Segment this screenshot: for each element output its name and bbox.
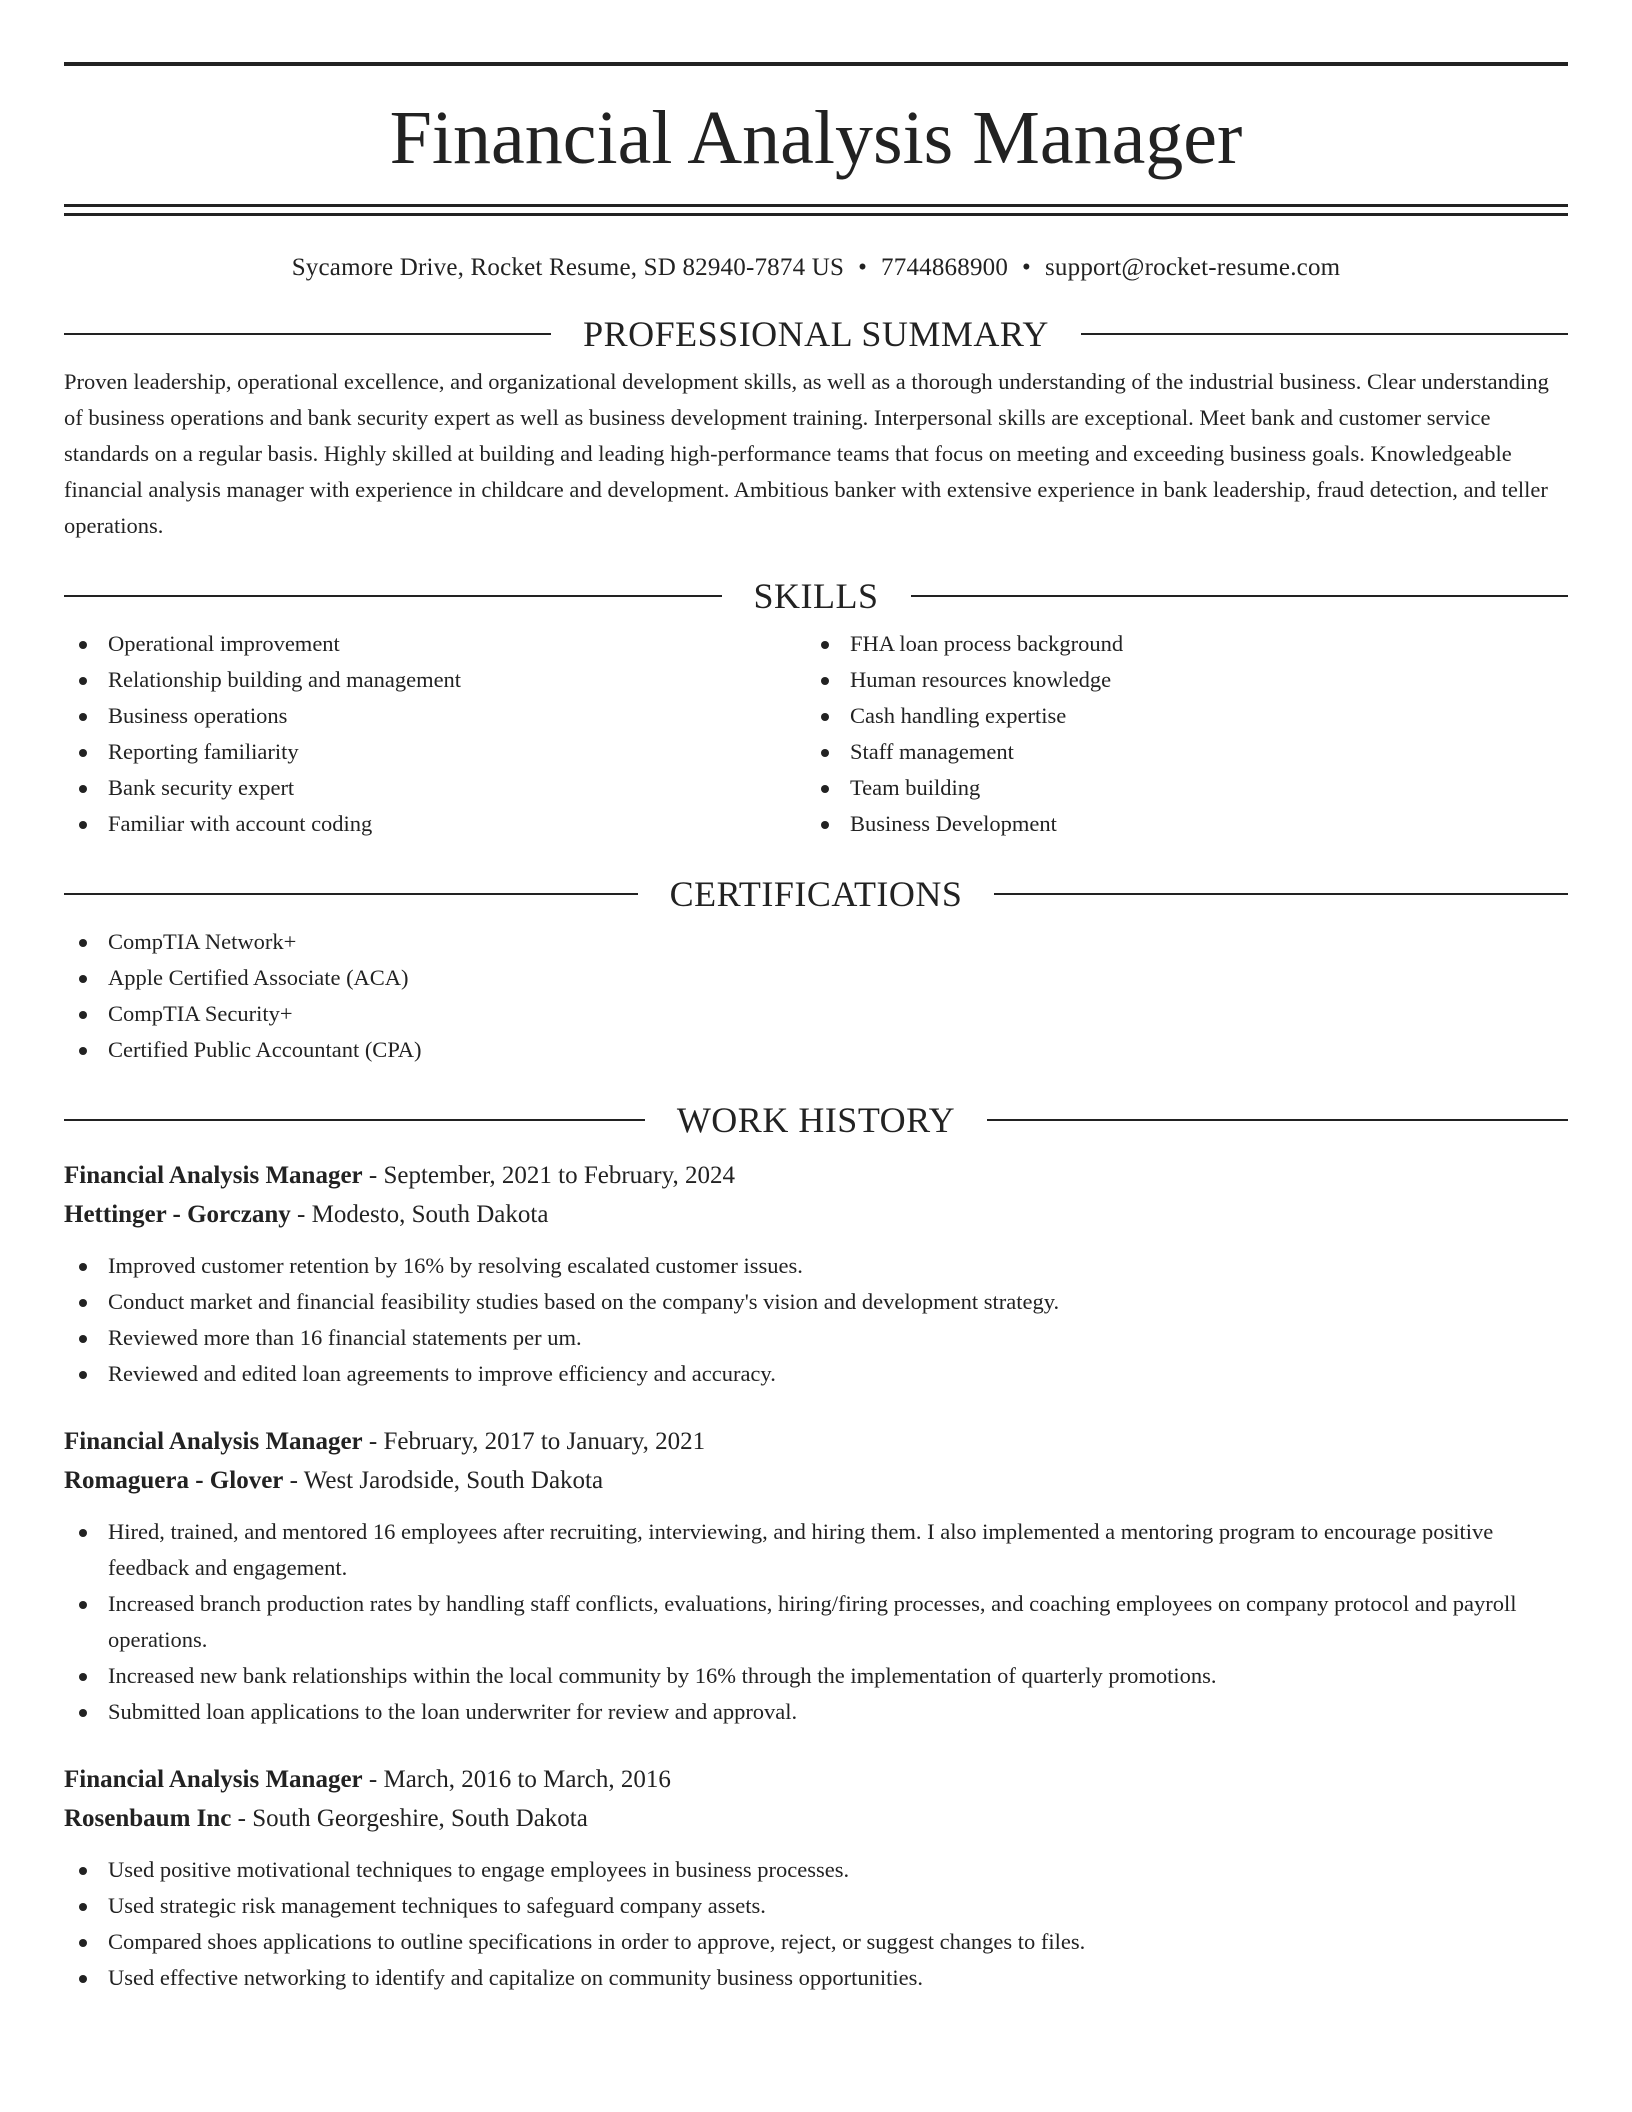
job-location: - West Jarodside, South Dakota (283, 1467, 604, 1494)
heading-rule (994, 893, 1568, 895)
job-bullets (64, 1248, 1568, 1392)
skill-item: Business operations (64, 698, 806, 734)
job-bullet: Reviewed more than 16 financial statements per um. (64, 1320, 1568, 1356)
name-double-rule (64, 204, 1568, 216)
job-company: Hettinger - Gorczany (64, 1201, 291, 1228)
heading-rule (64, 333, 551, 335)
heading-rule (64, 595, 722, 597)
contact-address: Sycamore Drive, Rocket Resume, SD 82940-7874 US (291, 254, 845, 281)
job-bullet: Compared shoes applications to outline specifications in order to approve, reject, or suggest changes to files. (64, 1924, 1568, 1960)
contact-separator: • (1022, 254, 1031, 281)
skill-item: Bank security expert (64, 770, 806, 806)
job-bullet: Used effective networking to identify and capitalize on community business opportunities. (64, 1960, 1568, 1996)
contact-phone: 7744868900 (881, 254, 1009, 281)
certification-item: CompTIA Network+ (64, 924, 1568, 960)
job-bullets (64, 1852, 1568, 1996)
job-location: - South Georgeshire, South Dakota (231, 1805, 588, 1832)
certifications-title: CERTIFICATIONS (669, 874, 963, 914)
skill-item: Team building (806, 770, 1548, 806)
heading-rule (911, 595, 1569, 597)
job-bullet: Submitted loan applications to the loan underwriter for review and approval. (64, 1694, 1568, 1730)
certifications-heading (64, 876, 1568, 912)
job-role: Financial Analysis Manager (64, 1162, 363, 1189)
heading-rule (1081, 333, 1568, 335)
summary-text: Proven leadership, operational excellence, and organizational development skills, as well as a thorough understanding of the industrial business. Clear understanding of business operations and bank security expert as well as business development training. Interpersonal skills are exceptional. Meet bank and customer service standards on a regular basis. Highly skilled at building and leading high-performance teams that focus on meeting and exceeding business goals. Knowledgeable financial analysis manager with experience in childcare and development. Ambitious banker with extensive experience in bank leadership, fraud detection, and teller operations. (64, 369, 1549, 538)
skill-item: Relationship building and management (64, 662, 806, 698)
job-bullet: Conduct market and financial feasibility studies based on the company's vision and development strategy. (64, 1284, 1568, 1320)
job-role-line (64, 1760, 1568, 1799)
contact-email: support@rocket-resume.com (1045, 254, 1341, 281)
summary-title: PROFESSIONAL SUMMARY (583, 314, 1049, 354)
skills-list-right (806, 626, 1548, 842)
resume-name: Financial Analysis Manager (389, 96, 1243, 180)
work-title: WORK HISTORY (676, 1100, 956, 1140)
summary-heading (64, 316, 1568, 352)
heading-rule (64, 1119, 645, 1121)
job-bullet: Used strategic risk management techniques to safeguard company assets. (64, 1888, 1568, 1924)
job-bullet: Improved customer retention by 16% by resolving escalated customer issues. (64, 1248, 1568, 1284)
job-company: Rosenbaum Inc (64, 1805, 232, 1832)
job-role-line (64, 1422, 1568, 1461)
job-entry (64, 1156, 1568, 1392)
job-dates: - March, 2016 to March, 2016 (362, 1766, 671, 1793)
job-bullet: Increased new bank relationships within the local community by 16% through the implementation of quarterly promotions. (64, 1658, 1568, 1694)
skill-item: Cash handling expertise (806, 698, 1548, 734)
job-bullet: Hired, trained, and mentored 16 employees after recruiting, interviewing, and hiring them. I also implemented a mentoring program to encourage positive feedback and engagement. (64, 1514, 1568, 1586)
job-role: Financial Analysis Manager (64, 1766, 363, 1793)
job-dates: - February, 2017 to January, 2021 (362, 1428, 706, 1455)
contact-separator: • (858, 254, 868, 281)
skills-heading (64, 578, 1568, 614)
skills-grid (64, 626, 1568, 842)
job-entry (64, 1760, 1568, 1996)
heading-rule (64, 893, 638, 895)
job-dates: - September, 2021 to February, 2024 (362, 1162, 735, 1189)
skill-item: Human resources knowledge (806, 662, 1548, 698)
certification-item: Certified Public Accountant (CPA) (64, 1032, 1568, 1068)
job-location: - Modesto, South Dakota (290, 1201, 549, 1228)
skills-title: SKILLS (753, 576, 879, 616)
skills-list-left (64, 626, 806, 842)
top-rule (64, 62, 1568, 66)
skill-item: Reporting familiarity (64, 734, 806, 770)
certification-item: CompTIA Security+ (64, 996, 1568, 1032)
job-bullets (64, 1514, 1568, 1730)
certification-item: Apple Certified Associate (ACA) (64, 960, 1568, 996)
skill-item: FHA loan process background (806, 626, 1548, 662)
work-heading (64, 1102, 1568, 1138)
skill-item: Staff management (806, 734, 1548, 770)
job-bullet: Reviewed and edited loan agreements to improve efficiency and accuracy. (64, 1356, 1568, 1392)
contact-line (64, 254, 1568, 282)
job-role-line (64, 1156, 1568, 1195)
job-company-line (64, 1799, 1568, 1838)
job-entry (64, 1422, 1568, 1730)
skill-item: Business Development (806, 806, 1548, 842)
skill-item: Operational improvement (64, 626, 806, 662)
skill-item: Familiar with account coding (64, 806, 806, 842)
certifications-list (64, 924, 1568, 1068)
heading-rule (987, 1119, 1568, 1121)
job-company: Romaguera - Glover (64, 1467, 284, 1494)
job-role: Financial Analysis Manager (64, 1428, 363, 1455)
job-company-line (64, 1195, 1568, 1234)
job-bullet: Used positive motivational techniques to engage employees in business processes. (64, 1852, 1568, 1888)
job-company-line (64, 1461, 1568, 1500)
job-bullet: Increased branch production rates by handling staff conflicts, evaluations, hiring/firing processes, and coaching employees on company protocol and payroll operations. (64, 1586, 1568, 1658)
